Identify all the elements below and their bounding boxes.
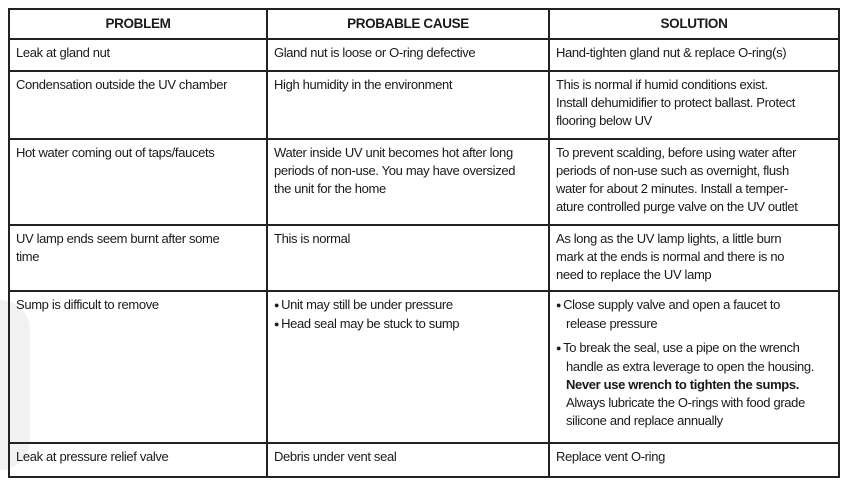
header-solution: SOLUTION bbox=[549, 9, 839, 39]
problem-cell: Condensation outside the UV chamber bbox=[9, 71, 267, 139]
header-cause: PROBABLE CAUSE bbox=[267, 9, 549, 39]
solution-tail: Always lubricate the O-rings with food grade silicone and replace annually bbox=[566, 395, 805, 428]
header-row bbox=[9, 9, 839, 39]
problem-cell: Sump is difficult to remove bbox=[9, 291, 267, 443]
problem-cell: UV lamp ends seem burnt after some time bbox=[9, 225, 267, 291]
table-row bbox=[9, 39, 839, 71]
cause-cell: Gland nut is loose or O-ring defective bbox=[267, 39, 549, 71]
warning-text: Never use wrench to tighten the sumps bbox=[566, 377, 796, 392]
problem-cell: Hot water coming out of taps/faucets bbox=[9, 139, 267, 225]
cause-cell: Debris under vent seal bbox=[267, 443, 549, 477]
solution-cell: Replace vent O-ring bbox=[549, 443, 839, 477]
problem-cell: Leak at gland nut bbox=[9, 39, 267, 71]
solution-cell: As long as the UV lamp lights, a little burn mark at the ends is normal and there is no need to replace the UV lamp bbox=[549, 225, 839, 291]
cause-cell: High humidity in the environment bbox=[267, 71, 549, 139]
table-row bbox=[9, 139, 839, 225]
table-row bbox=[9, 71, 839, 139]
table-row bbox=[9, 443, 839, 477]
table-row bbox=[9, 225, 839, 291]
cause-cell: Water inside UV unit becomes hot after long periods of non-use. You may have oversized the unit for the home bbox=[267, 139, 549, 225]
table-row bbox=[9, 291, 839, 443]
solution-cell bbox=[549, 291, 839, 443]
troubleshooting-table bbox=[8, 8, 840, 478]
warning-period: . bbox=[795, 377, 800, 392]
bullet-item: ● Head seal may be stuck to sump bbox=[274, 315, 542, 334]
solution-cell: This is normal if humid conditions exist. Install dehumidifier to protect ballast. Protect flooring below UV bbox=[549, 71, 839, 139]
solution-cell: To prevent scalding, before using water after periods of non-use such as overnight, flush water for about 2 minutes. Install a temper- ature controlled purge valve on the UV outlet bbox=[549, 139, 839, 225]
solution-cell: Hand-tighten gland nut & replace O-ring(s) bbox=[549, 39, 839, 71]
problem-cell: Leak at pressure relief valve bbox=[9, 443, 267, 477]
bullet-item: ● Close supply valve and open a faucet to release pressure bbox=[556, 296, 832, 333]
bullet-item: ● To break the seal, use a pipe on the wrench handle as extra leverage to open the housing. bbox=[556, 339, 832, 376]
cause-cell bbox=[267, 291, 549, 443]
bullet-item: ● Unit may still be under pressure bbox=[274, 296, 542, 315]
cause-cell: This is normal bbox=[267, 225, 549, 291]
header-problem: PROBLEM bbox=[9, 9, 267, 39]
